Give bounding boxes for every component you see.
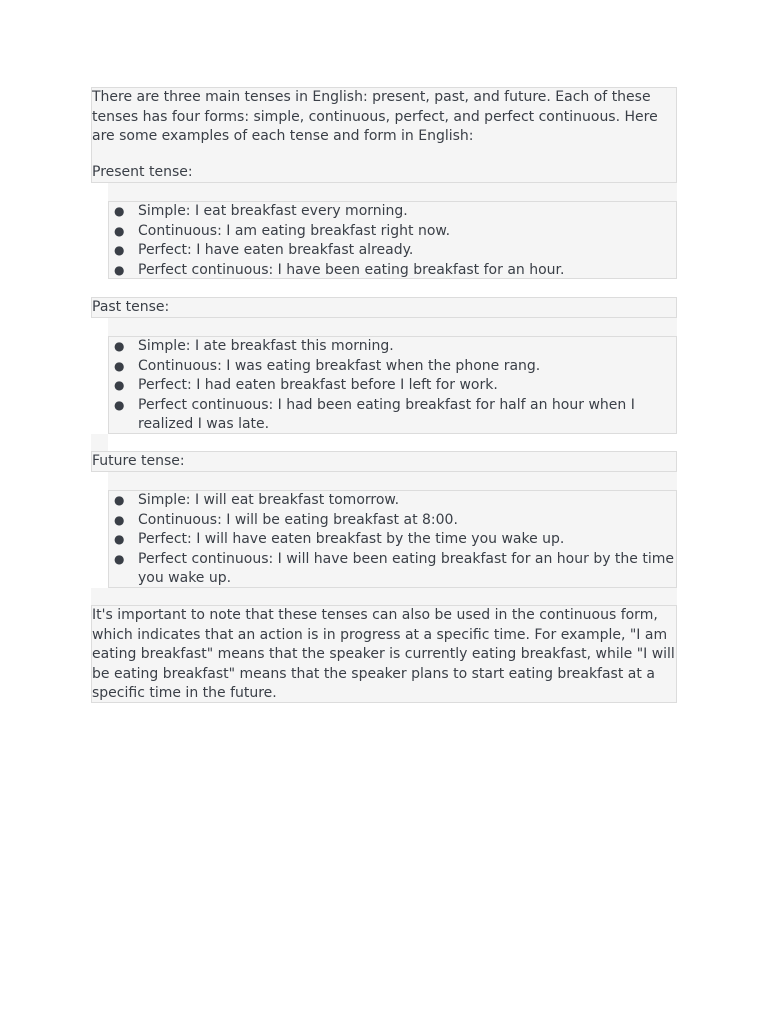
- list-item: ● Perfect continuous: I had been eating breakfast for half an hour when I realized I was late.: [114, 396, 635, 432]
- closing-paragraph: It's important to note that these tenses can also be used in the continuous form, which indicates that an action is in progress at a specific time. For example, "I am eating breakfast" means that the speaker is currently eating breakfast, while "I will be eating breakfast" means that the speaker plans to start eating breakfast at a specific time in the future.: [92, 607, 675, 701]
- future-tense-list: [108, 490, 677, 588]
- future-tense-heading-box: [91, 451, 677, 472]
- spacer: [108, 183, 677, 201]
- intro-paragraph: There are three main tenses in English: present, past, and future. Each of these tenses has four forms: simple, continuous, perfect, and perfect continuous. Here are some examples of each tense and form in English:: [92, 89, 658, 144]
- list-item: ● Continuous: I will be eating breakfast at 8:00.: [109, 511, 676, 531]
- bullet-icon: ●: [114, 358, 125, 373]
- list-item: ● Continuous: I was eating breakfast when the phone rang.: [109, 357, 676, 377]
- bullet-icon: ●: [114, 223, 125, 238]
- list-item: ● Perfect: I will have eaten breakfast by the time you wake up.: [109, 530, 676, 550]
- bullet-icon: ●: [114, 243, 125, 257]
- list-item: ● Simple: I eat breakfast every morning.: [109, 202, 676, 222]
- spacer: [91, 434, 108, 451]
- past-tense-list: [108, 336, 677, 434]
- present-tense-list: [108, 201, 677, 279]
- list-item: ● Perfect continuous: I have been eating breakfast for an hour.: [109, 261, 676, 281]
- list-item: ● Perfect: I have eaten breakfast already.: [109, 241, 676, 261]
- present-tense-heading: Present tense:: [92, 164, 193, 180]
- closing-note-block: [91, 605, 677, 703]
- list-item: ● Perfect continuous: I will have been eating breakfast for an hour by the time you wake up.: [114, 550, 674, 586]
- bullet-icon: ●: [114, 378, 125, 392]
- bullet-icon: ●: [114, 262, 125, 277]
- bullet-icon: ●: [114, 339, 125, 353]
- bullet-icon: ●: [114, 397, 125, 412]
- list-item: ● Perfect: I had eaten breakfast before I left for work.: [109, 376, 676, 396]
- spacer: [91, 588, 677, 605]
- intro-block: [91, 87, 677, 183]
- spacer: [108, 472, 677, 490]
- bullet-icon: ●: [114, 493, 125, 507]
- list-item: ● Simple: I will eat breakfast tomorrow.: [109, 491, 676, 511]
- bullet-icon: ●: [114, 512, 125, 527]
- list-item: ● Simple: I ate breakfast this morning.: [109, 337, 676, 357]
- spacer: [108, 318, 677, 336]
- bullet-icon: ●: [114, 532, 125, 546]
- past-tense-heading-box: [91, 297, 677, 318]
- bullet-icon: ●: [114, 551, 125, 566]
- future-tense-heading: Future tense:: [92, 453, 185, 469]
- bullet-icon: ●: [114, 204, 125, 218]
- list-item: ● Continuous: I am eating breakfast right now.: [109, 222, 676, 242]
- past-tense-heading: Past tense:: [92, 299, 170, 315]
